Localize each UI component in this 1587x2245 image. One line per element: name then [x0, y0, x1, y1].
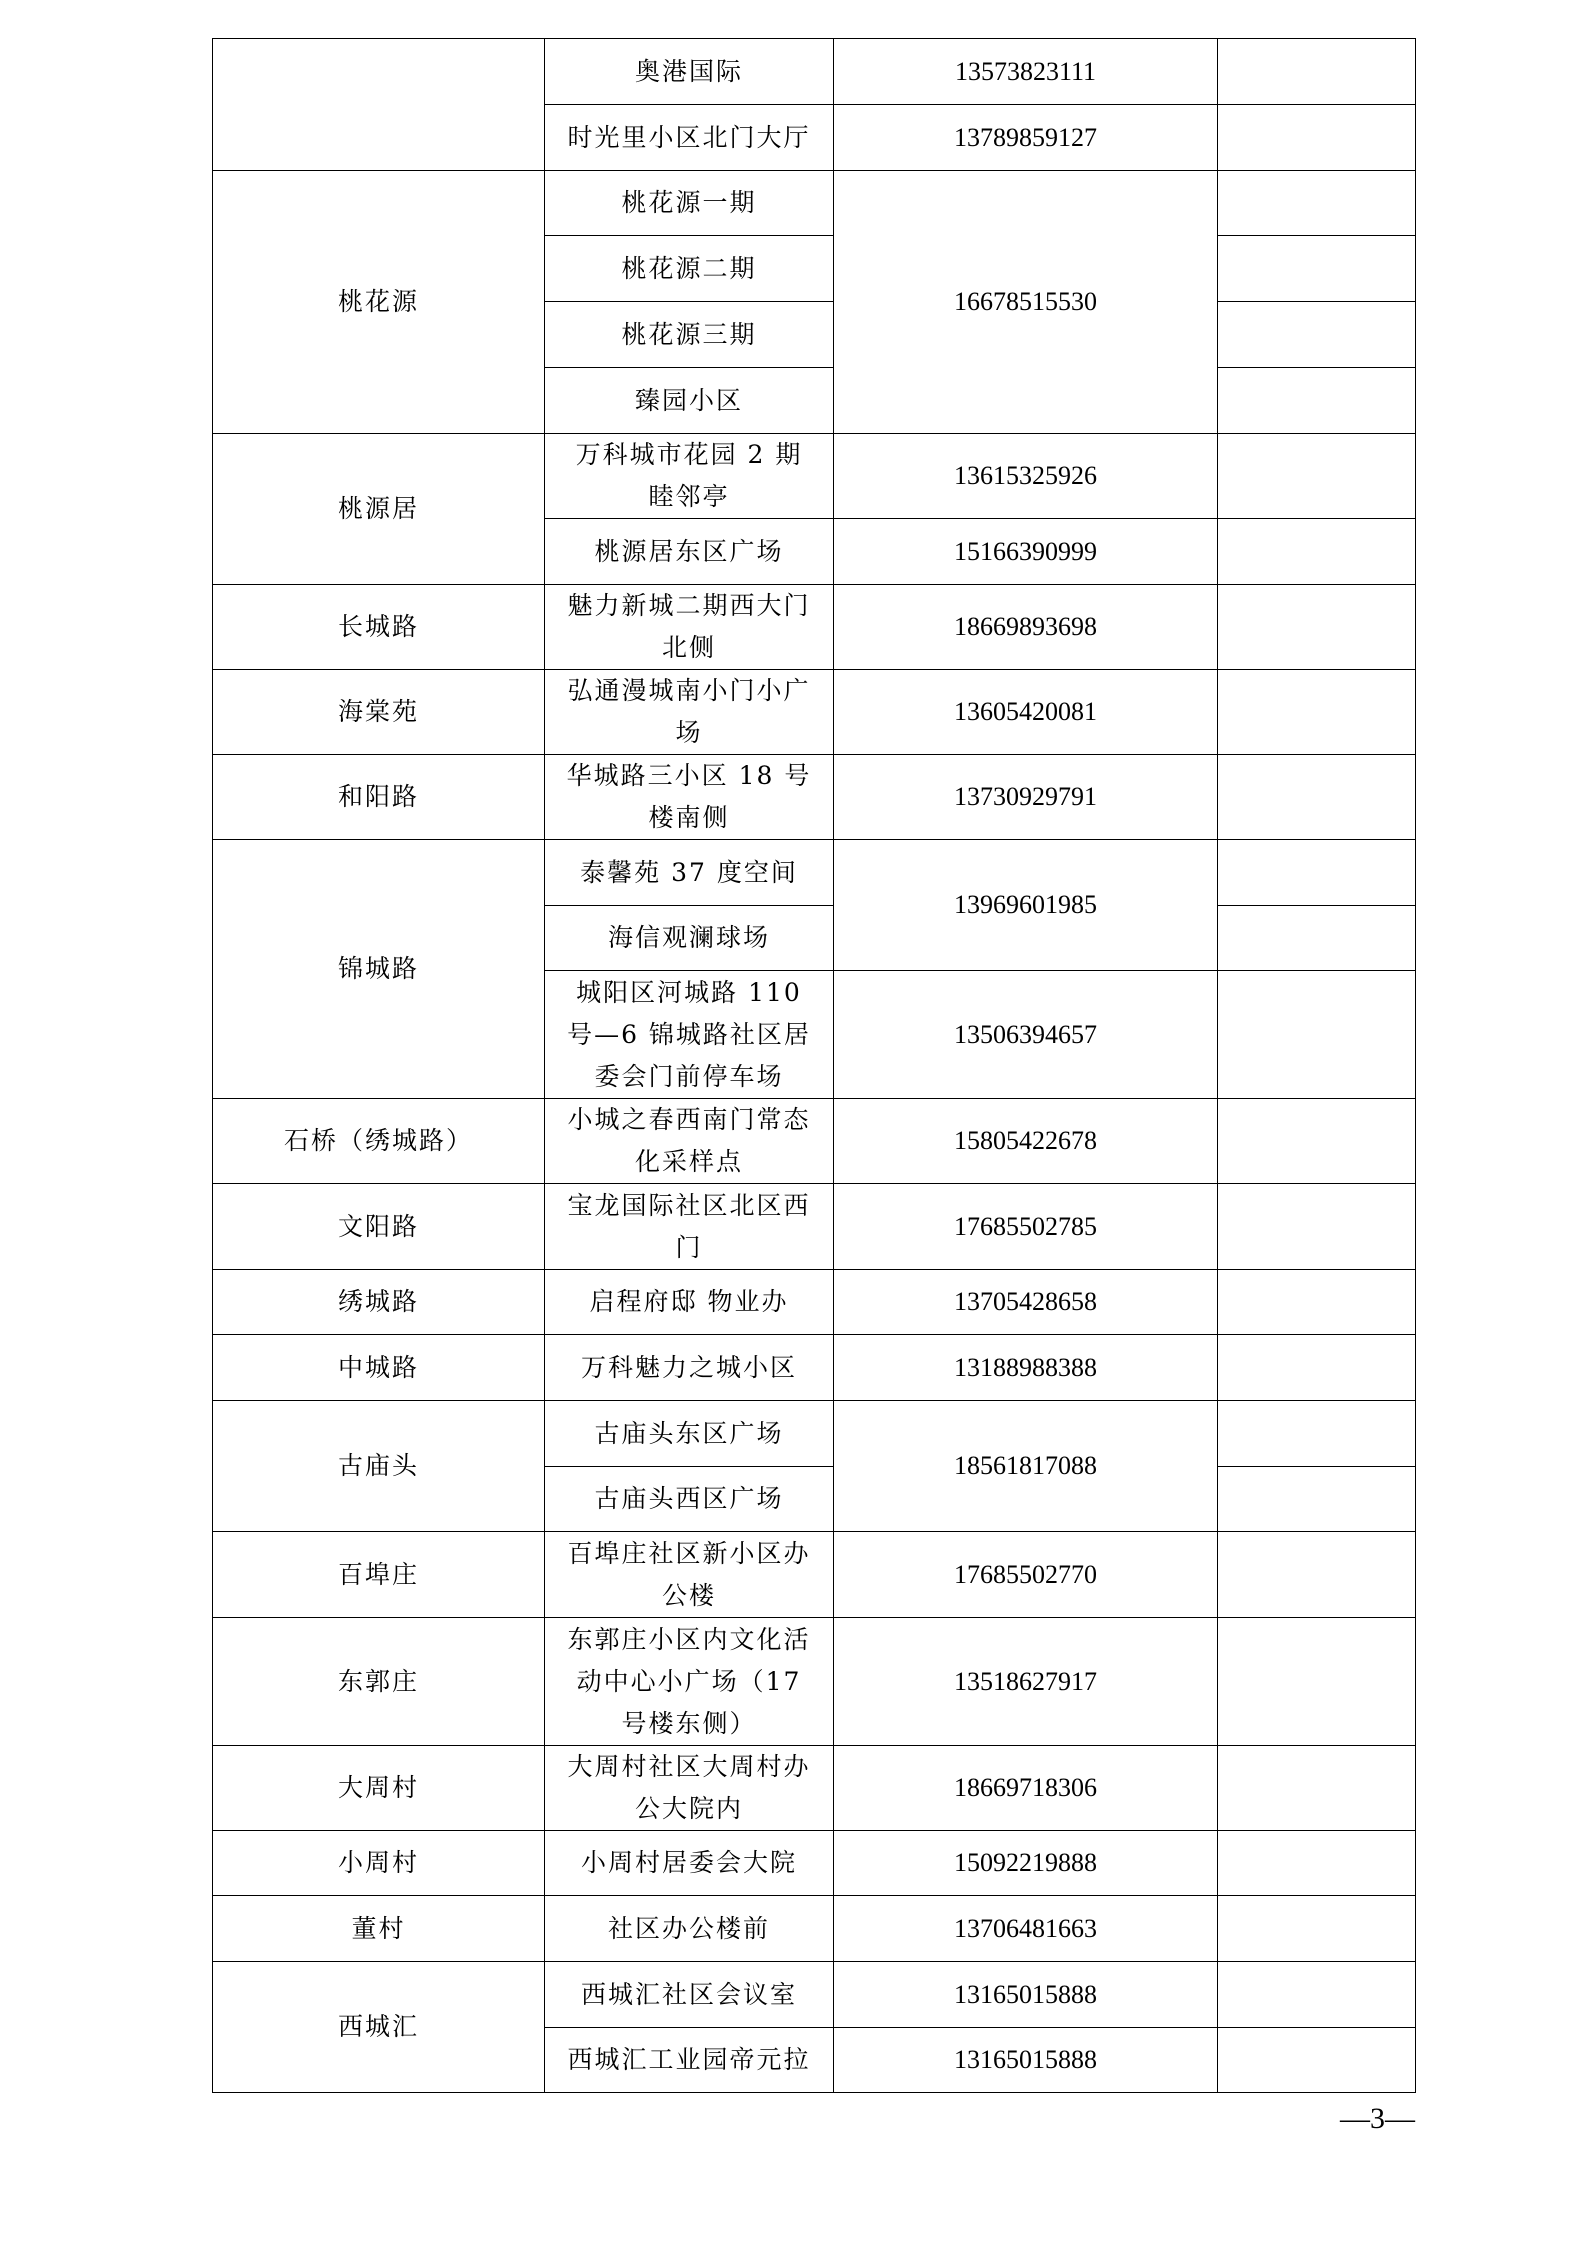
site-cell: 万科城市花园 2 期睦邻亭 — [545, 434, 834, 519]
note-cell — [1218, 840, 1416, 906]
table-row — [213, 1962, 1416, 2028]
phone-cell: 13573823111 — [834, 39, 1218, 105]
community-cell: 锦城路 — [213, 840, 545, 1099]
phone-cell: 13506394657 — [834, 971, 1218, 1099]
site-cell: 东郭庄小区内文化活动中心小广场（17 号楼东侧） — [545, 1618, 834, 1746]
site-cell: 桃花源一期 — [545, 171, 834, 236]
note-cell — [1218, 1962, 1416, 2028]
site-cell: 奥港国际 — [545, 39, 834, 105]
page-number: —3— — [1340, 2102, 1415, 2135]
site-cell: 桃源居东区广场 — [545, 519, 834, 585]
phone-cell: 15092219888 — [834, 1831, 1218, 1896]
note-cell — [1218, 585, 1416, 670]
table-row — [213, 670, 1416, 755]
table-row — [213, 39, 1416, 105]
community-cell: 文阳路 — [213, 1184, 545, 1270]
site-cell: 西城汇工业园帝元拉 — [545, 2028, 834, 2093]
phone-cell: 15166390999 — [834, 519, 1218, 585]
site-cell: 城阳区河城路 110 号—6 锦城路社区居委会门前停车场 — [545, 971, 834, 1099]
phone-cell: 13789859127 — [834, 105, 1218, 171]
table-row — [213, 434, 1416, 519]
site-cell: 魅力新城二期西大门北侧 — [545, 585, 834, 670]
phone-cell: 13165015888 — [834, 2028, 1218, 2093]
community-cell: 百埠庄 — [213, 1532, 545, 1618]
note-cell — [1218, 1467, 1416, 1532]
table-row — [213, 585, 1416, 670]
site-cell: 西城汇社区会议室 — [545, 1962, 834, 2028]
table-row — [213, 1270, 1416, 1335]
note-cell — [1218, 1270, 1416, 1335]
note-cell — [1218, 2028, 1416, 2093]
site-cell: 桃花源三期 — [545, 302, 834, 368]
site-cell: 宝龙国际社区北区西门 — [545, 1184, 834, 1270]
phone-cell: 18669893698 — [834, 585, 1218, 670]
phone-cell: 13518627917 — [834, 1618, 1218, 1746]
phone-cell: 13605420081 — [834, 670, 1218, 755]
note-cell — [1218, 1746, 1416, 1831]
note-cell — [1218, 1184, 1416, 1270]
site-cell: 百埠庄社区新小区办公楼 — [545, 1532, 834, 1618]
note-cell — [1218, 434, 1416, 519]
note-cell — [1218, 1401, 1416, 1467]
table-row — [213, 171, 1416, 236]
site-cell: 社区办公楼前 — [545, 1896, 834, 1962]
site-cell: 启程府邸 物业办 — [545, 1270, 834, 1335]
site-cell: 泰馨苑 37 度空间 — [545, 840, 834, 906]
community-cell: 中城路 — [213, 1335, 545, 1401]
community-cell: 绣城路 — [213, 1270, 545, 1335]
site-cell: 大周村社区大周村办公大院内 — [545, 1746, 834, 1831]
table-row — [213, 1831, 1416, 1896]
note-cell — [1218, 1618, 1416, 1746]
table-row — [213, 1099, 1416, 1184]
site-cell: 时光里小区北门大厅 — [545, 105, 834, 171]
community-cell: 西城汇 — [213, 1962, 545, 2093]
site-cell: 万科魅力之城小区 — [545, 1335, 834, 1401]
table-row — [213, 840, 1416, 906]
note-cell — [1218, 236, 1416, 302]
phone-cell: 16678515530 — [834, 171, 1218, 434]
table-row — [213, 1896, 1416, 1962]
phone-cell: 13969601985 — [834, 840, 1218, 971]
note-cell — [1218, 1896, 1416, 1962]
community-cell: 东郭庄 — [213, 1618, 545, 1746]
table-row — [213, 1746, 1416, 1831]
site-cell: 小城之春西南门常态化采样点 — [545, 1099, 834, 1184]
note-cell — [1218, 670, 1416, 755]
phone-cell: 13706481663 — [834, 1896, 1218, 1962]
table-row — [213, 1335, 1416, 1401]
note-cell — [1218, 1335, 1416, 1401]
phone-cell: 13188988388 — [834, 1335, 1218, 1401]
community-cell: 石桥（绣城路） — [213, 1099, 545, 1184]
site-cell: 海信观澜球场 — [545, 906, 834, 971]
note-cell — [1218, 39, 1416, 105]
community-cell: 董村 — [213, 1896, 545, 1962]
phone-cell: 17685502785 — [834, 1184, 1218, 1270]
site-cell: 臻园小区 — [545, 368, 834, 434]
community-cell: 和阳路 — [213, 755, 545, 840]
note-cell — [1218, 302, 1416, 368]
phone-cell: 17685502770 — [834, 1532, 1218, 1618]
community-cell: 大周村 — [213, 1746, 545, 1831]
community-cell: 长城路 — [213, 585, 545, 670]
community-cell: 桃源居 — [213, 434, 545, 585]
phone-cell: 18669718306 — [834, 1746, 1218, 1831]
note-cell — [1218, 519, 1416, 585]
community-cell: 古庙头 — [213, 1401, 545, 1532]
site-cell: 古庙头东区广场 — [545, 1401, 834, 1467]
phone-cell: 13615325926 — [834, 434, 1218, 519]
site-cell: 古庙头西区广场 — [545, 1467, 834, 1532]
note-cell — [1218, 1532, 1416, 1618]
phone-cell: 13165015888 — [834, 1962, 1218, 2028]
note-cell — [1218, 971, 1416, 1099]
site-cell: 桃花源二期 — [545, 236, 834, 302]
note-cell — [1218, 368, 1416, 434]
phone-cell: 18561817088 — [834, 1401, 1218, 1532]
table-row — [213, 755, 1416, 840]
community-cell — [213, 39, 545, 171]
table-row — [213, 1401, 1416, 1467]
table-row — [213, 1184, 1416, 1270]
site-cell: 小周村居委会大院 — [545, 1831, 834, 1896]
table-row — [213, 1532, 1416, 1618]
community-cell: 海棠苑 — [213, 670, 545, 755]
note-cell — [1218, 171, 1416, 236]
phone-cell: 13730929791 — [834, 755, 1218, 840]
site-cell: 华城路三小区 18 号楼南侧 — [545, 755, 834, 840]
site-cell: 弘通漫城南小门小广场 — [545, 670, 834, 755]
note-cell — [1218, 906, 1416, 971]
phone-cell: 13705428658 — [834, 1270, 1218, 1335]
note-cell — [1218, 755, 1416, 840]
note-cell — [1218, 105, 1416, 171]
table-row — [213, 1618, 1416, 1746]
community-cell: 桃花源 — [213, 171, 545, 434]
phone-cell: 15805422678 — [834, 1099, 1218, 1184]
note-cell — [1218, 1099, 1416, 1184]
community-cell: 小周村 — [213, 1831, 545, 1896]
note-cell — [1218, 1831, 1416, 1896]
sampling-sites-table — [212, 38, 1416, 2093]
